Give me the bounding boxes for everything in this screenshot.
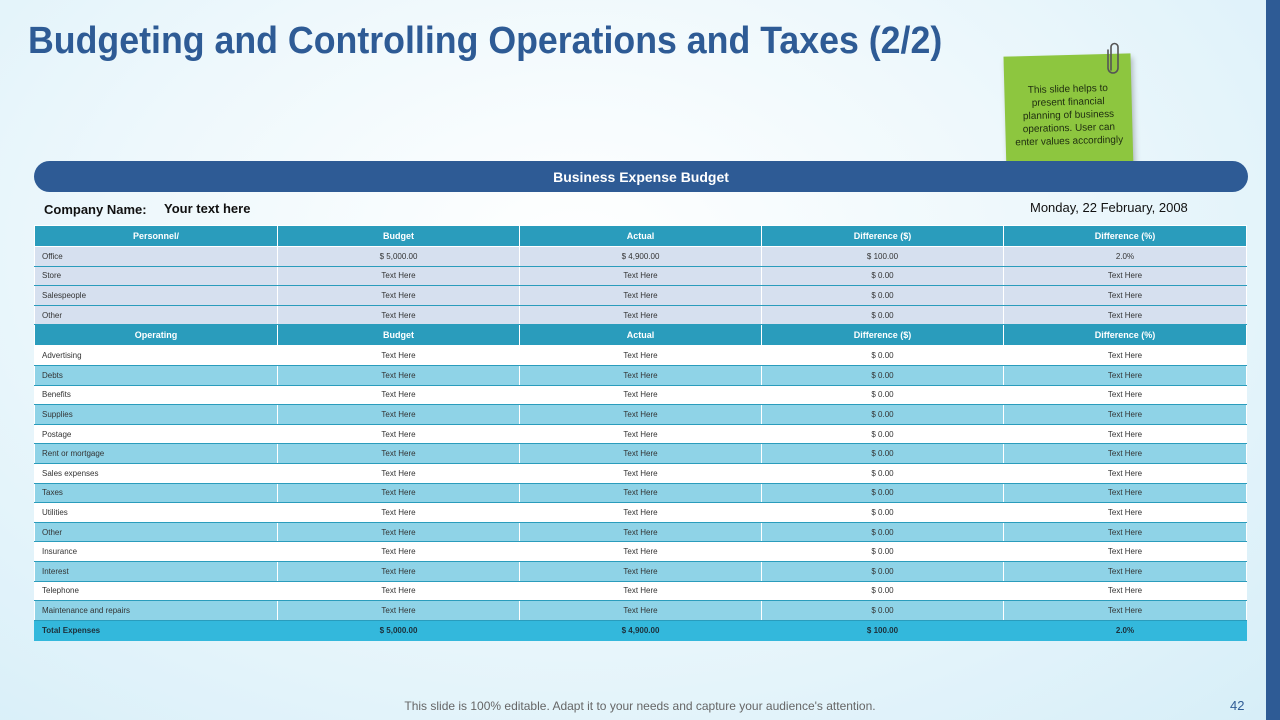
table-cell[interactable]: Text Here [1004,542,1247,562]
slide-title: Budgeting and Controlling Operations and Taxes (2/2) [28,20,943,62]
total-cell: $ 4,900.00 [520,620,762,640]
table-cell[interactable]: Text Here [520,483,762,503]
page-number: 42 [1230,698,1245,713]
row-label: Debts [35,365,278,385]
table-cell[interactable]: Text Here [520,522,762,542]
column-header: Operating [35,325,278,346]
total-cell: 2.0% [1004,620,1247,640]
table-cell[interactable]: $ 0.00 [762,346,1004,366]
table-cell[interactable]: Text Here [1004,346,1247,366]
total-cell: $ 5,000.00 [278,620,520,640]
table-cell[interactable]: Text Here [520,424,762,444]
table-cell[interactable]: Text Here [278,424,520,444]
table-cell[interactable]: Text Here [278,385,520,405]
table-row [35,405,1247,425]
table-cell[interactable]: $ 0.00 [762,463,1004,483]
table-cell[interactable]: Text Here [1004,286,1247,306]
company-name-value[interactable]: Your text here [164,201,251,216]
table-cell[interactable]: Text Here [1004,561,1247,581]
column-header: Actual [520,226,762,247]
table-cell[interactable]: Text Here [520,542,762,562]
table-banner: Business Expense Budget [34,161,1248,192]
total-expenses-row [35,620,1247,640]
table-row [35,286,1247,306]
date-text: Monday, 22 February, 2008 [1030,200,1188,215]
table-cell[interactable]: Text Here [278,463,520,483]
table-cell[interactable]: 2.0% [1004,247,1247,267]
table-cell[interactable]: $ 0.00 [762,266,1004,286]
table-cell[interactable]: Text Here [520,601,762,621]
right-accent-bar [1266,0,1280,720]
table-cell[interactable]: Text Here [1004,405,1247,425]
row-label: Insurance [35,542,278,562]
company-label: Company Name: [44,202,147,217]
column-header: Actual [520,325,762,346]
table-cell[interactable]: Text Here [520,405,762,425]
table-row [35,346,1247,366]
column-header: Personnel/ [35,226,278,247]
table-cell[interactable]: Text Here [278,503,520,523]
table-cell[interactable]: Text Here [520,581,762,601]
table-cell[interactable]: Text Here [1004,522,1247,542]
table-cell[interactable]: Text Here [278,444,520,464]
table-cell[interactable]: Text Here [278,601,520,621]
paperclip-icon [1106,40,1122,76]
row-label: Store [35,266,278,286]
table-row [35,365,1247,385]
table-row [35,483,1247,503]
table-cell[interactable]: $ 0.00 [762,424,1004,444]
table-cell[interactable]: Text Here [1004,503,1247,523]
row-label: Supplies [35,405,278,425]
table-cell[interactable]: Text Here [520,305,762,325]
column-header: Budget [278,325,520,346]
table-cell[interactable]: Text Here [520,503,762,523]
row-label: Maintenance and repairs [35,601,278,621]
table-cell[interactable]: Text Here [1004,365,1247,385]
table-cell[interactable]: Text Here [1004,601,1247,621]
row-label: Salespeople [35,286,278,306]
column-header: Difference ($) [762,325,1004,346]
table-row [35,522,1247,542]
table-row [35,385,1247,405]
total-label: Total Expenses [35,620,278,640]
column-header: Difference ($) [762,226,1004,247]
table-cell[interactable]: $ 0.00 [762,581,1004,601]
expense-budget-table [34,225,1247,641]
row-label: Telephone [35,581,278,601]
table-cell[interactable]: $ 5,000.00 [278,247,520,267]
row-label: Utilities [35,503,278,523]
row-label: Advertising [35,346,278,366]
column-header: Difference (%) [1004,226,1247,247]
table-cell[interactable]: $ 0.00 [762,286,1004,306]
row-label: Rent or mortgage [35,444,278,464]
table-row [35,581,1247,601]
table-cell[interactable]: Text Here [1004,266,1247,286]
table-cell[interactable]: $ 0.00 [762,444,1004,464]
column-header: Budget [278,226,520,247]
table-cell[interactable]: $ 0.00 [762,305,1004,325]
row-label: Sales expenses [35,463,278,483]
table-cell[interactable]: Text Here [520,561,762,581]
table-row [35,542,1247,562]
row-label: Postage [35,424,278,444]
table-row [35,266,1247,286]
table-row [35,424,1247,444]
table-row [35,247,1247,267]
table-cell[interactable]: $ 0.00 [762,405,1004,425]
table-row [35,444,1247,464]
row-label: Office [35,247,278,267]
table-cell[interactable]: Text Here [1004,385,1247,405]
table-cell[interactable]: $ 0.00 [762,522,1004,542]
table-cell[interactable]: Text Here [278,365,520,385]
row-label: Taxes [35,483,278,503]
table-cell[interactable]: Text Here [520,385,762,405]
table-cell[interactable]: Text Here [520,463,762,483]
row-label: Other [35,305,278,325]
table-cell[interactable]: Text Here [520,286,762,306]
operating-header-row [35,325,1247,346]
personnel-header-row [35,226,1247,247]
table-cell[interactable]: Text Here [278,561,520,581]
column-header: Difference (%) [1004,325,1247,346]
table-cell[interactable]: $ 100.00 [762,247,1004,267]
table-cell[interactable]: $ 0.00 [762,542,1004,562]
row-label: Other [35,522,278,542]
table-cell[interactable]: Text Here [1004,463,1247,483]
row-label: Benefits [35,385,278,405]
table-cell[interactable]: $ 0.00 [762,385,1004,405]
table-cell[interactable]: Text Here [278,581,520,601]
table-row [35,463,1247,483]
table-row [35,305,1247,325]
table-cell[interactable]: Text Here [1004,305,1247,325]
sticky-note: This slide helps to present financial planning of business operations. User can enter values accordingly [1003,53,1133,173]
table-row [35,561,1247,581]
table-cell[interactable]: Text Here [520,365,762,385]
footer-note: This slide is 100% editable. Adapt it to your needs and capture your audience's attention. [404,699,876,713]
table-cell[interactable]: Text Here [278,266,520,286]
table-cell[interactable]: Text Here [278,483,520,503]
table-cell[interactable]: Text Here [278,542,520,562]
table-cell[interactable]: Text Here [278,405,520,425]
table-cell[interactable]: Text Here [1004,581,1247,601]
table-cell[interactable]: Text Here [1004,424,1247,444]
table-cell[interactable]: Text Here [1004,483,1247,503]
table-cell[interactable]: $ 0.00 [762,601,1004,621]
table-row [35,601,1247,621]
table-cell[interactable]: Text Here [278,305,520,325]
total-cell: $ 100.00 [762,620,1004,640]
row-label: Interest [35,561,278,581]
table-cell[interactable]: $ 4,900.00 [520,247,762,267]
table-cell[interactable]: Text Here [278,346,520,366]
table-cell[interactable]: $ 0.00 [762,365,1004,385]
table-cell[interactable]: $ 0.00 [762,503,1004,523]
table-cell[interactable]: Text Here [278,522,520,542]
table-cell[interactable]: $ 0.00 [762,561,1004,581]
table-cell[interactable]: Text Here [520,266,762,286]
table-cell[interactable]: $ 0.00 [762,483,1004,503]
table-row [35,503,1247,523]
table-cell[interactable]: Text Here [520,346,762,366]
table-cell[interactable]: Text Here [278,286,520,306]
table-cell[interactable]: Text Here [1004,444,1247,464]
table-cell[interactable]: Text Here [520,444,762,464]
